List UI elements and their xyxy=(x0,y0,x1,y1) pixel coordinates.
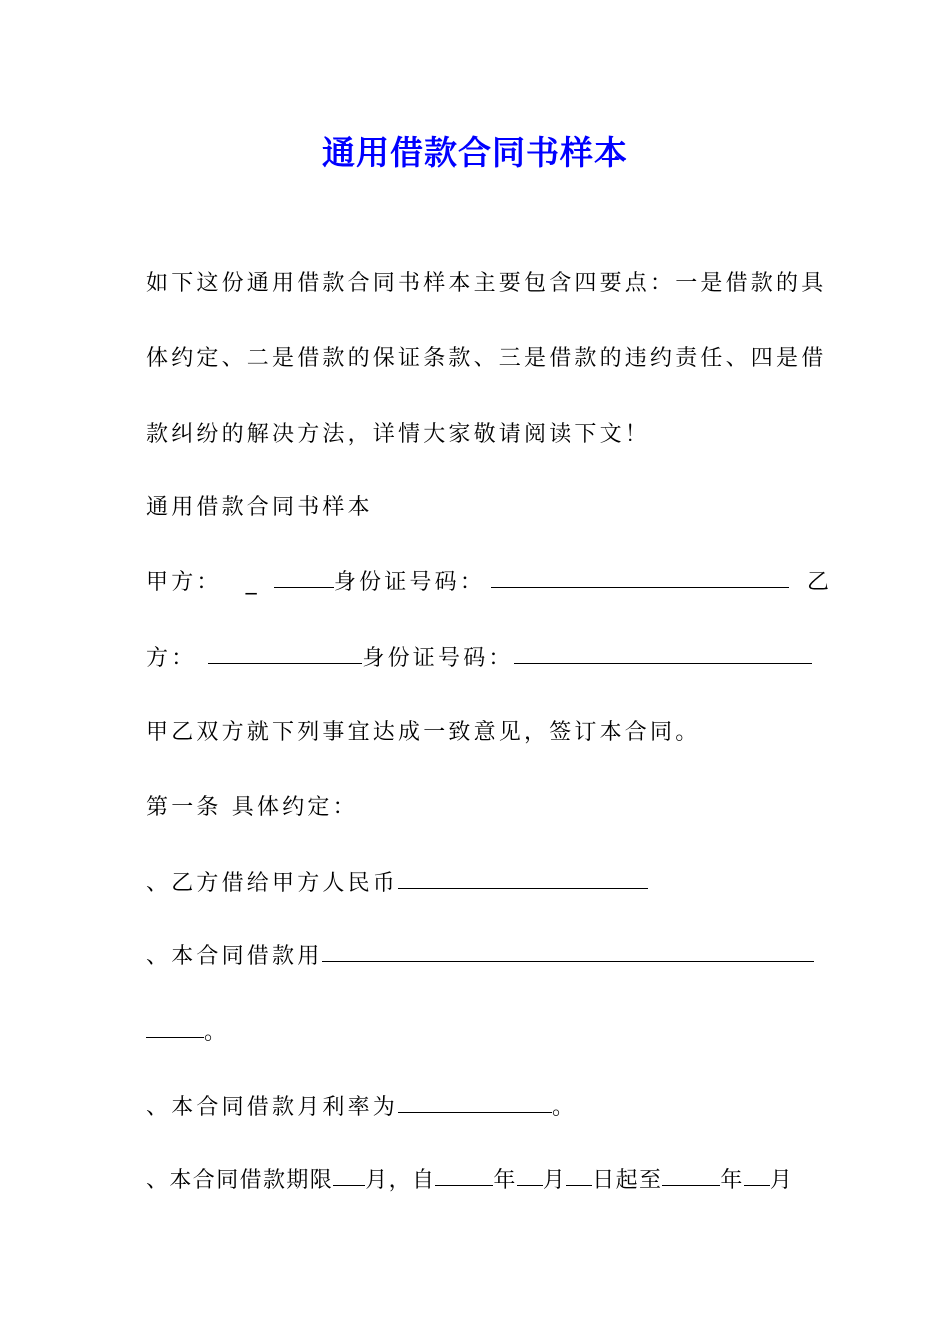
start-year-text: 年 xyxy=(493,1168,517,1193)
clause-amount-line xyxy=(146,869,648,899)
end-month-text: 月 xyxy=(769,1168,794,1193)
intro-line-3: 款纠纷的解决方法，详情大家敬请阅读下文！ xyxy=(146,422,651,447)
clause-term-prefix: 、本合同借款期限 xyxy=(146,1168,334,1193)
clause-usage-text: 、本合同借款用 xyxy=(146,944,323,969)
clause-rate-line xyxy=(146,1093,577,1123)
start-month-blank xyxy=(517,1184,543,1186)
intro-line-2: 体约定、二是借款的保证条款、三是借款的违约责任、四是借 xyxy=(146,346,827,371)
agreement-line: 甲乙双方就下列事宜达成一致意见，签订本合同。 xyxy=(146,720,701,745)
term-months-blank xyxy=(333,1184,365,1186)
clause-usage-line xyxy=(146,942,814,972)
party-b-id-blank xyxy=(514,662,812,664)
end-month-blank xyxy=(744,1184,770,1186)
start-month-text: 月 xyxy=(542,1168,567,1193)
clause-term-line xyxy=(146,1166,793,1196)
contract-subtitle: 通用借款合同书样本 xyxy=(146,495,373,520)
article-1-heading: 第一条 具体约定： xyxy=(146,795,358,820)
start-day-blank xyxy=(566,1184,592,1186)
end-year-blank xyxy=(662,1184,720,1186)
party-a-mark: _ xyxy=(245,570,260,595)
end-year-text: 年 xyxy=(720,1168,744,1193)
party-a-id-label: 身份证号码： xyxy=(333,570,486,595)
term-month-text: 月，自 xyxy=(365,1168,436,1193)
party-b-label-tail: 方： xyxy=(146,646,197,671)
document-title: 通用借款合同书样本 xyxy=(322,133,628,172)
party-b-label-head: 乙 xyxy=(807,570,833,595)
party-a-name-blank xyxy=(274,586,334,588)
rate-end: 。 xyxy=(552,1095,578,1120)
party-a-label: 甲方： xyxy=(146,570,222,595)
party-b-id-label: 身份证号码： xyxy=(362,646,514,671)
party-b-line xyxy=(146,644,812,674)
party-a-id-blank xyxy=(491,586,789,588)
party-a-line xyxy=(146,568,832,598)
clause-rate-text: 、本合同借款月利率为 xyxy=(146,1095,399,1120)
intro-line-1: 如下这份通用借款合同书样本主要包含四要点：一是借款的具 xyxy=(146,271,827,296)
start-day-text: 日起至 xyxy=(592,1168,663,1193)
rate-blank xyxy=(398,1111,552,1113)
clause-amount-text: 、乙方借给甲方人民币 xyxy=(146,871,399,896)
amount-blank xyxy=(398,887,648,889)
start-year-blank xyxy=(435,1184,493,1186)
usage-blank xyxy=(322,960,814,962)
party-b-name-blank xyxy=(208,662,362,664)
usage-end: 。 xyxy=(204,1020,230,1045)
usage-blank-cont xyxy=(146,1036,204,1038)
usage-continuation xyxy=(146,1018,229,1048)
